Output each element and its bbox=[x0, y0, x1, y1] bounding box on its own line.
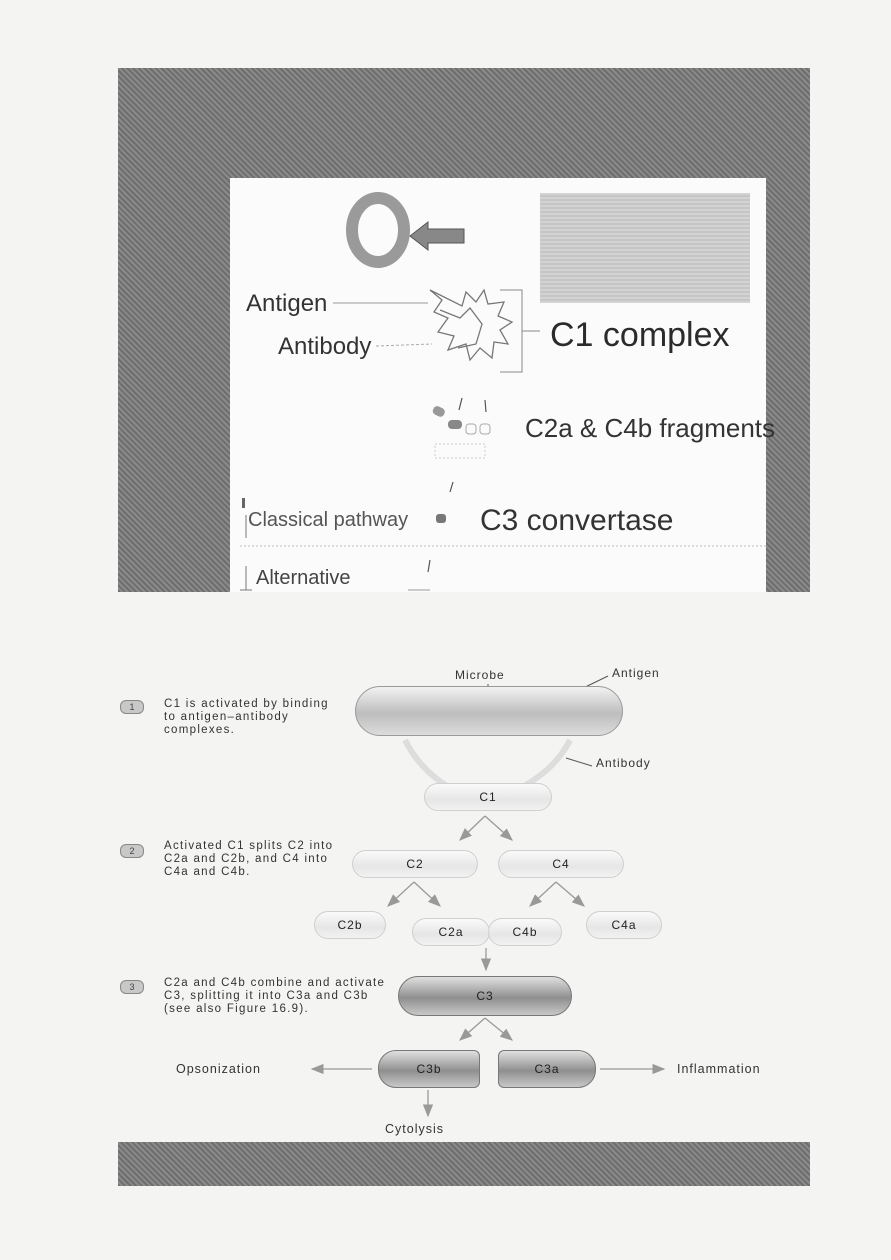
step-2-text: Activated C1 splits C2 into C2a and C2b, and C4 into C4a and C4b. bbox=[164, 840, 334, 878]
c2-label: C2 bbox=[406, 857, 424, 871]
slide-alternative-label: Alternative bbox=[256, 567, 351, 589]
c4a-capsule bbox=[586, 911, 662, 939]
c2a-label: C2a bbox=[438, 925, 464, 939]
microbe-capsule bbox=[355, 686, 623, 736]
c2a-capsule bbox=[412, 918, 490, 946]
c4-capsule bbox=[498, 850, 624, 878]
c3-capsule bbox=[398, 976, 572, 1016]
opsonization-label: Opsonization bbox=[176, 1062, 261, 1076]
c2-capsule bbox=[352, 850, 478, 878]
antigen-label: Antigen bbox=[612, 666, 660, 680]
c3a-label: C3a bbox=[534, 1062, 560, 1076]
c3b-capsule bbox=[378, 1050, 480, 1088]
slide-classical-pathway-label: Classical pathway bbox=[248, 509, 409, 531]
step-3-text: C2a and C4b combine and activate C3, splitting it into C3a and C3b (see also Figure 16.9). bbox=[164, 977, 386, 1015]
c4b-capsule bbox=[488, 918, 562, 946]
c3b-label: C3b bbox=[416, 1062, 442, 1076]
step-1-badge: 1 bbox=[120, 700, 144, 714]
step-1-text: C1 is activated by binding to antigen–antibody complexes. bbox=[164, 698, 329, 736]
antibody-label: Antibody bbox=[596, 756, 651, 770]
step-2-badge: 2 bbox=[120, 844, 144, 858]
c2b-capsule bbox=[314, 911, 386, 939]
cytolysis-label: Cytolysis bbox=[385, 1122, 445, 1136]
slide-antibody-label: Antibody bbox=[278, 333, 372, 360]
c2b-label: C2b bbox=[337, 918, 363, 932]
c3a-capsule bbox=[498, 1050, 596, 1088]
c4-label: C4 bbox=[552, 857, 570, 871]
c1-capsule bbox=[424, 783, 552, 811]
c4b-label: C4b bbox=[512, 925, 538, 939]
inflammation-label: Inflammation bbox=[677, 1062, 761, 1076]
microbe-label: Microbe bbox=[455, 668, 505, 682]
slide-c2a-c4b-label: C2a & C4b fragments bbox=[525, 413, 776, 443]
step-3-badge: 3 bbox=[120, 980, 144, 994]
c3-label: C3 bbox=[476, 989, 494, 1003]
c4a-label: C4a bbox=[611, 918, 637, 932]
c1-label: C1 bbox=[479, 790, 497, 804]
slide-c1-complex-label: C1 complex bbox=[550, 316, 730, 354]
slide-c3-convertase-label: C3 convertase bbox=[480, 504, 674, 537]
slide-antigen-label: Antigen bbox=[246, 290, 328, 317]
bottom-bar bbox=[118, 1142, 810, 1186]
